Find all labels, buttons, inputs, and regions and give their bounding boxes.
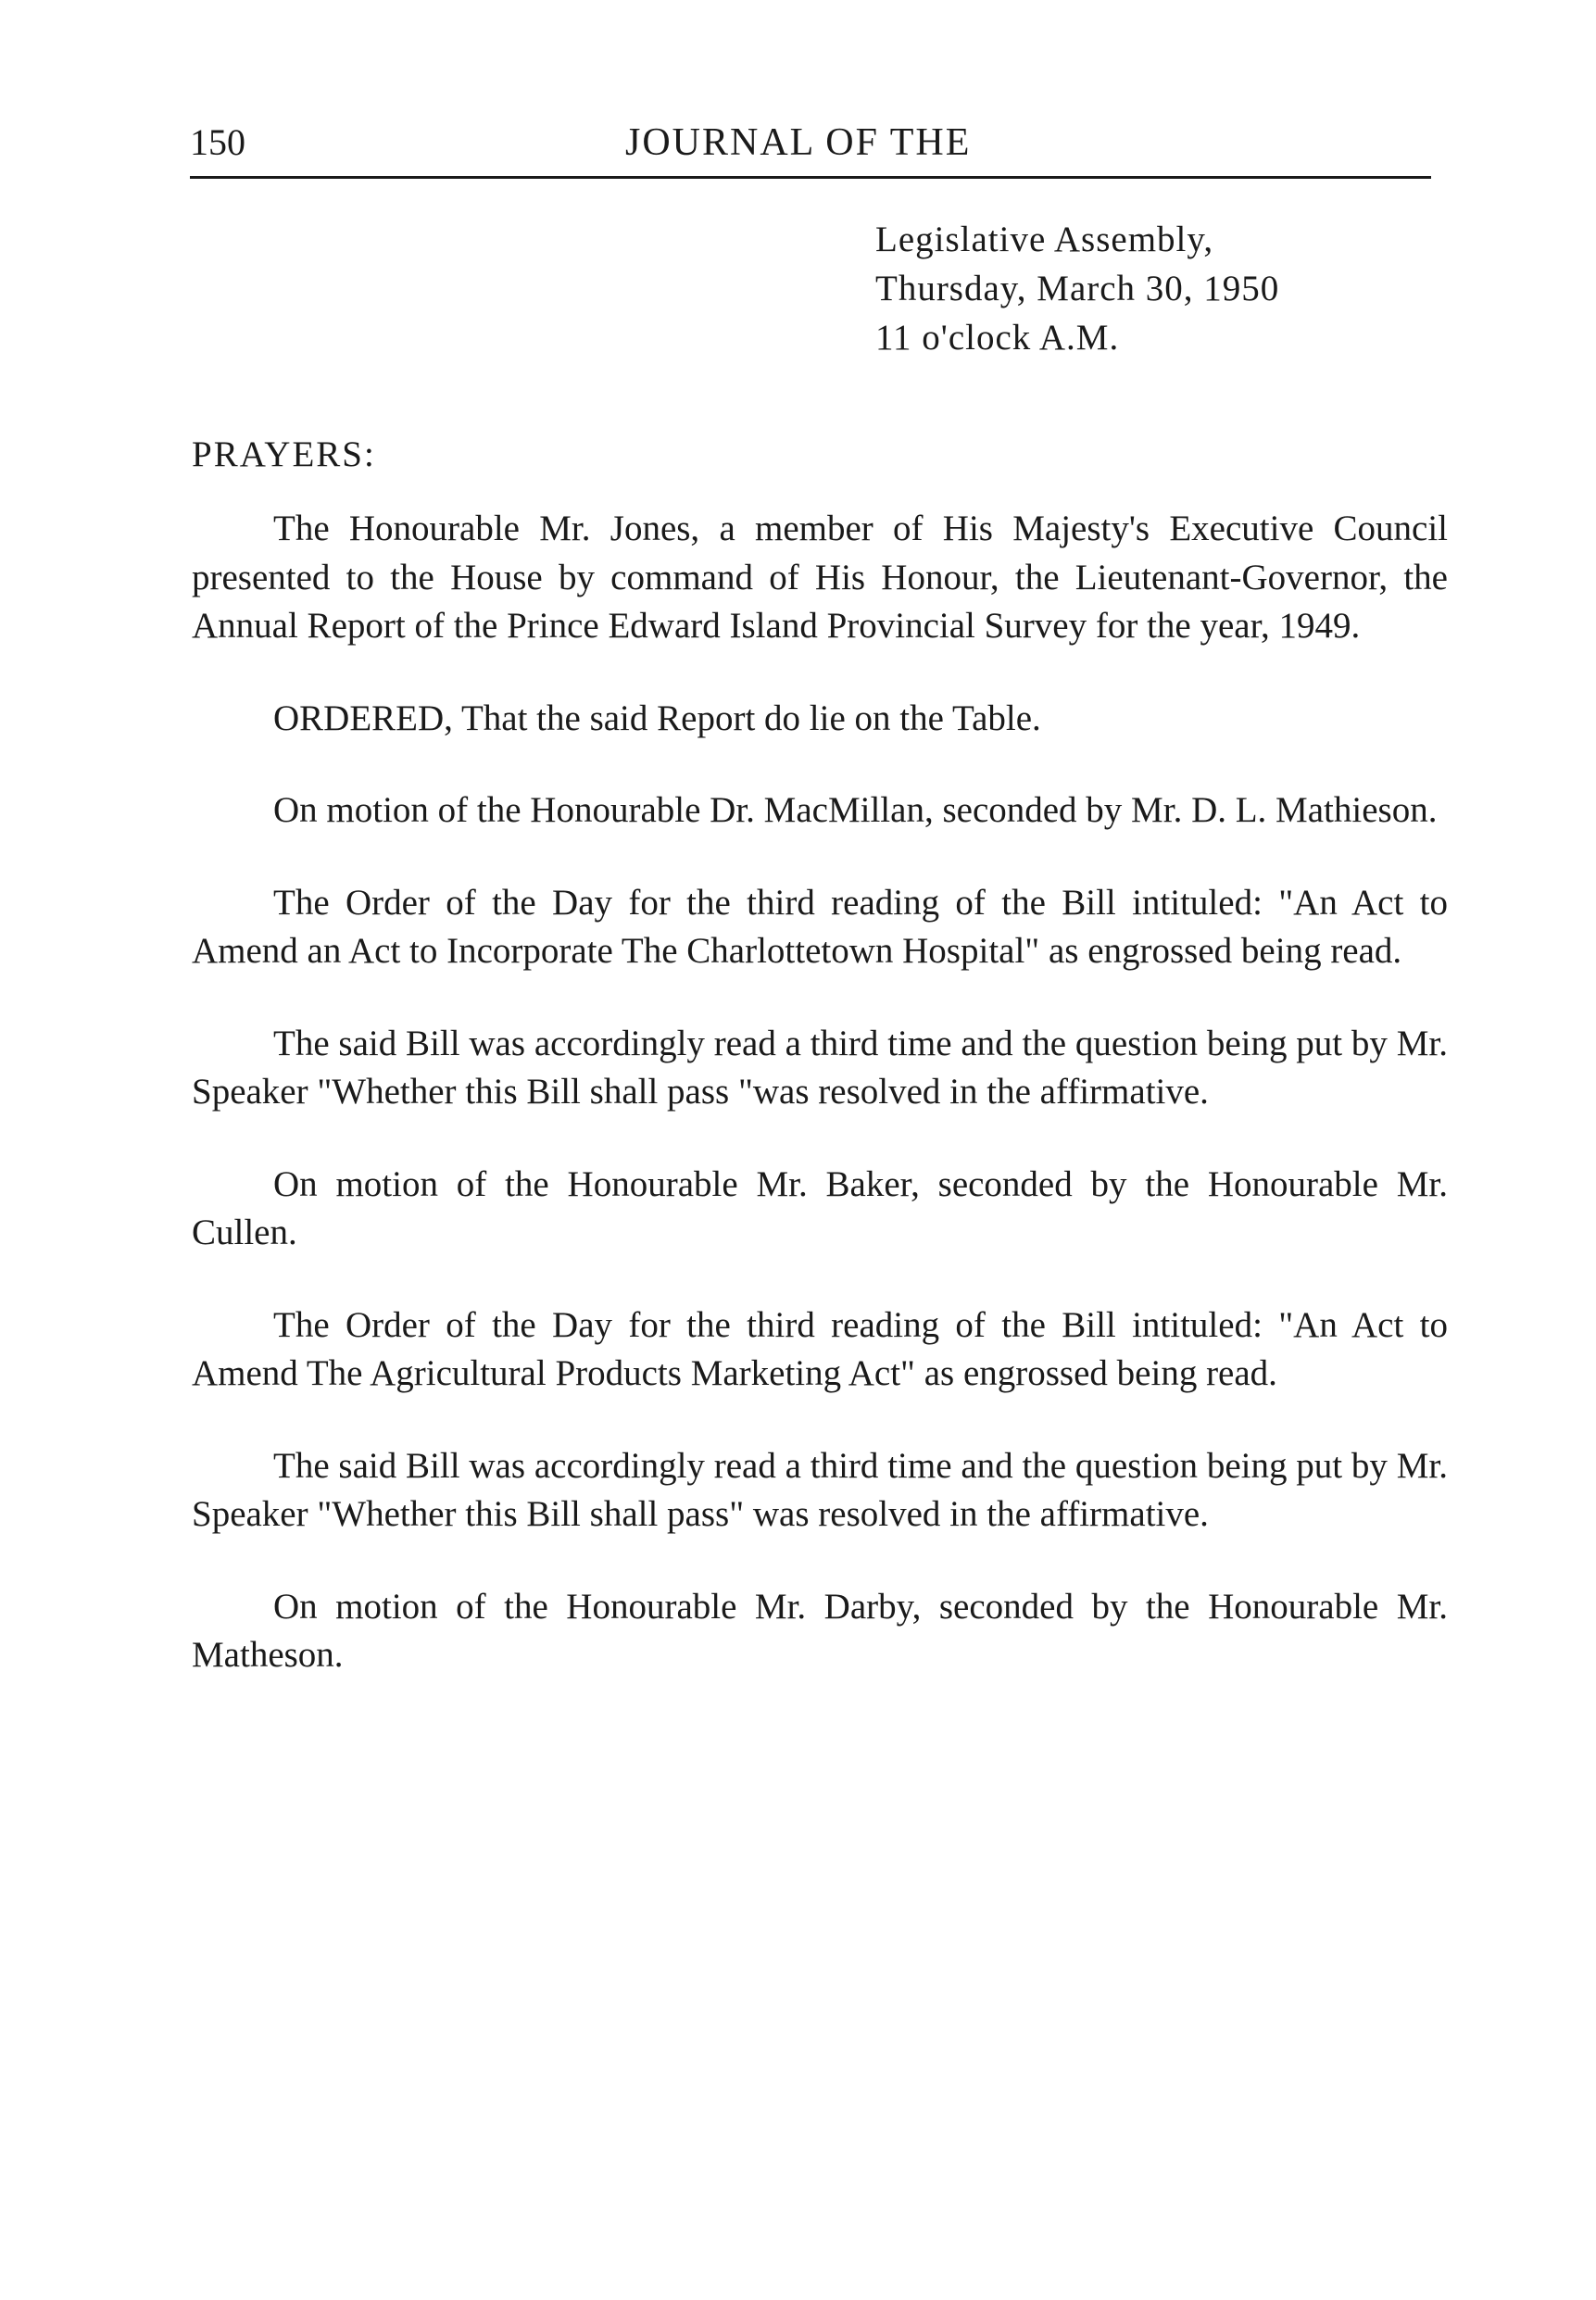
header-rule — [190, 176, 1431, 179]
paragraph-motion-macmillan: On motion of the Honourable Dr. MacMillan, seconded by Mr. D. L. Mathieson. — [273, 790, 1438, 830]
dateline — [875, 215, 1279, 362]
dateline-time: 11 o'clock A.M. — [875, 318, 1120, 358]
paragraph-order-marketing-bill: The Order of the Day for the third reading of the Bill intituled: "An Act to Amend The Agricultural Products Marketing Act" as engrossed being read. — [192, 1304, 1448, 1393]
page-number: 150 — [190, 121, 245, 163]
paragraph-motion-baker: On motion of the Honourable Mr. Baker, seconded by the Honourable Mr. Cullen. — [192, 1163, 1448, 1252]
dateline-date: Thursday, March 30, 1950 — [875, 269, 1280, 308]
page-header — [190, 119, 1436, 176]
paragraph-marketing-bill-passed: The said Bill was accordingly read a third time and the question being put by Mr. Speaker "Whether this Bill shall pass" was resolved in the affirmative. — [192, 1445, 1448, 1534]
paragraph-ordered: ORDERED, That the said Report do lie on the Table. — [273, 698, 1041, 738]
paragraph-order-hospital-bill: The Order of the Day for the third reading of the Bill intituled: "An Act to Amend an Act to Incorporate The Charlottetown Hospital" as engrossed being read. — [192, 882, 1448, 971]
journal-body — [192, 505, 1448, 1724]
paragraph-report-presented: The Honourable Mr. Jones, a member of His Majesty's Executive Council presented to the House by command of His Honour, the Lieutenant-Governor, the Annual Report of the Prince Edward Island Provincial Survey for the year, 1949. — [192, 509, 1448, 646]
dateline-assembly: Legislative Assembly, — [875, 220, 1214, 259]
paragraph-hospital-bill-passed: The said Bill was accordingly read a third time and the question being put by Mr. Speaker "Whether this Bill shall pass "was resolved in the affirmative. — [192, 1023, 1448, 1112]
paragraph-motion-darby: On motion of the Honourable Mr. Darby, seconded by the Honourable Mr. Matheson. — [192, 1586, 1448, 1675]
running-head: JOURNAL OF THE — [625, 121, 972, 164]
section-heading: PRAYERS: — [192, 434, 376, 474]
